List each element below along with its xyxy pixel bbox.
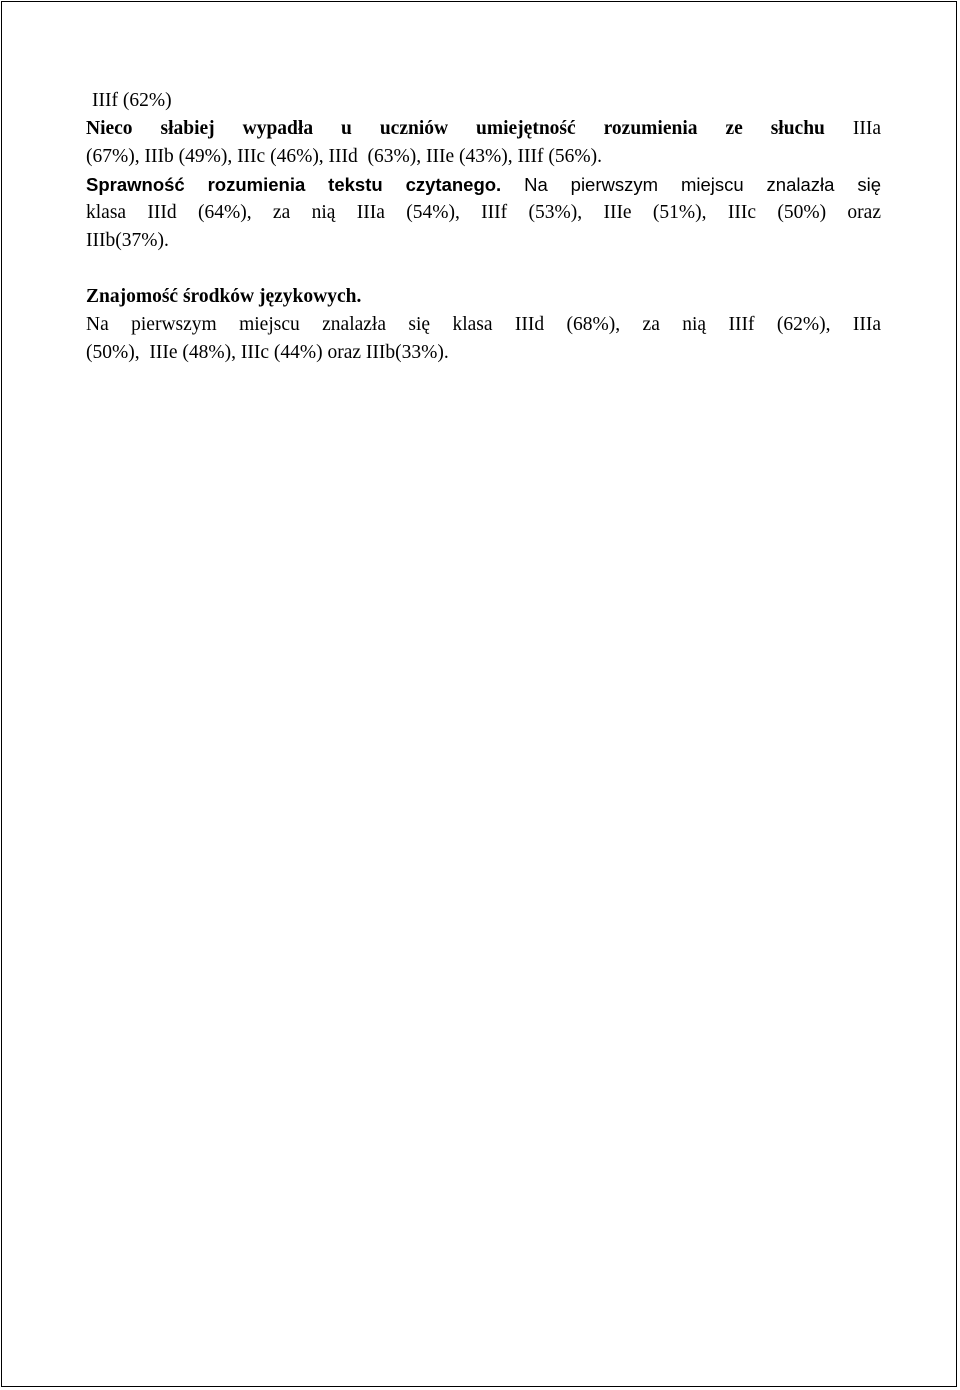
heading-language: Znajomość środków językowych. (86, 286, 362, 307)
heading-listening: Nieco słabiej wypadła u uczniów umiejętność rozumienia ze słuchu (86, 118, 825, 139)
paragraph-reading-line-3: IIIb(37%). (86, 230, 169, 251)
paragraph-gap (86, 255, 881, 283)
paragraph-language-heading-line (86, 283, 881, 311)
paragraph-language-line-2: (50%), IIIe (48%), IIIc (44%) oraz IIIb(33%). (86, 342, 449, 363)
text-listening-rest: IIIa (824, 118, 881, 139)
paragraph-listening-line-2: (67%), IIIb (49%), IIIc (46%), IIId (63%), IIIe (43%), IIIf (56%). (86, 146, 602, 167)
paragraph-reading-line-1 (86, 171, 881, 199)
text-line-iiif: IIIf (62%) (92, 90, 172, 111)
paragraph-language-line-1: Na pierwszym miejscu znalazła się klasa IIId (68%), za nią IIIf (62%), IIIa (86, 314, 881, 335)
document-page (1, 1, 957, 1387)
paragraph-listening-line-1 (86, 115, 881, 143)
heading-reading: Sprawność rozumienia tekstu czytanego. (86, 174, 502, 195)
paragraph-reading-line-2: klasa IIId (64%), za nią IIIa (54%), IIIf (53%), IIIe (51%), IIIc (50%) oraz (86, 202, 881, 223)
document-body (86, 87, 881, 367)
text-reading-rest: Na pierwszym miejscu znalazła się (501, 174, 881, 195)
